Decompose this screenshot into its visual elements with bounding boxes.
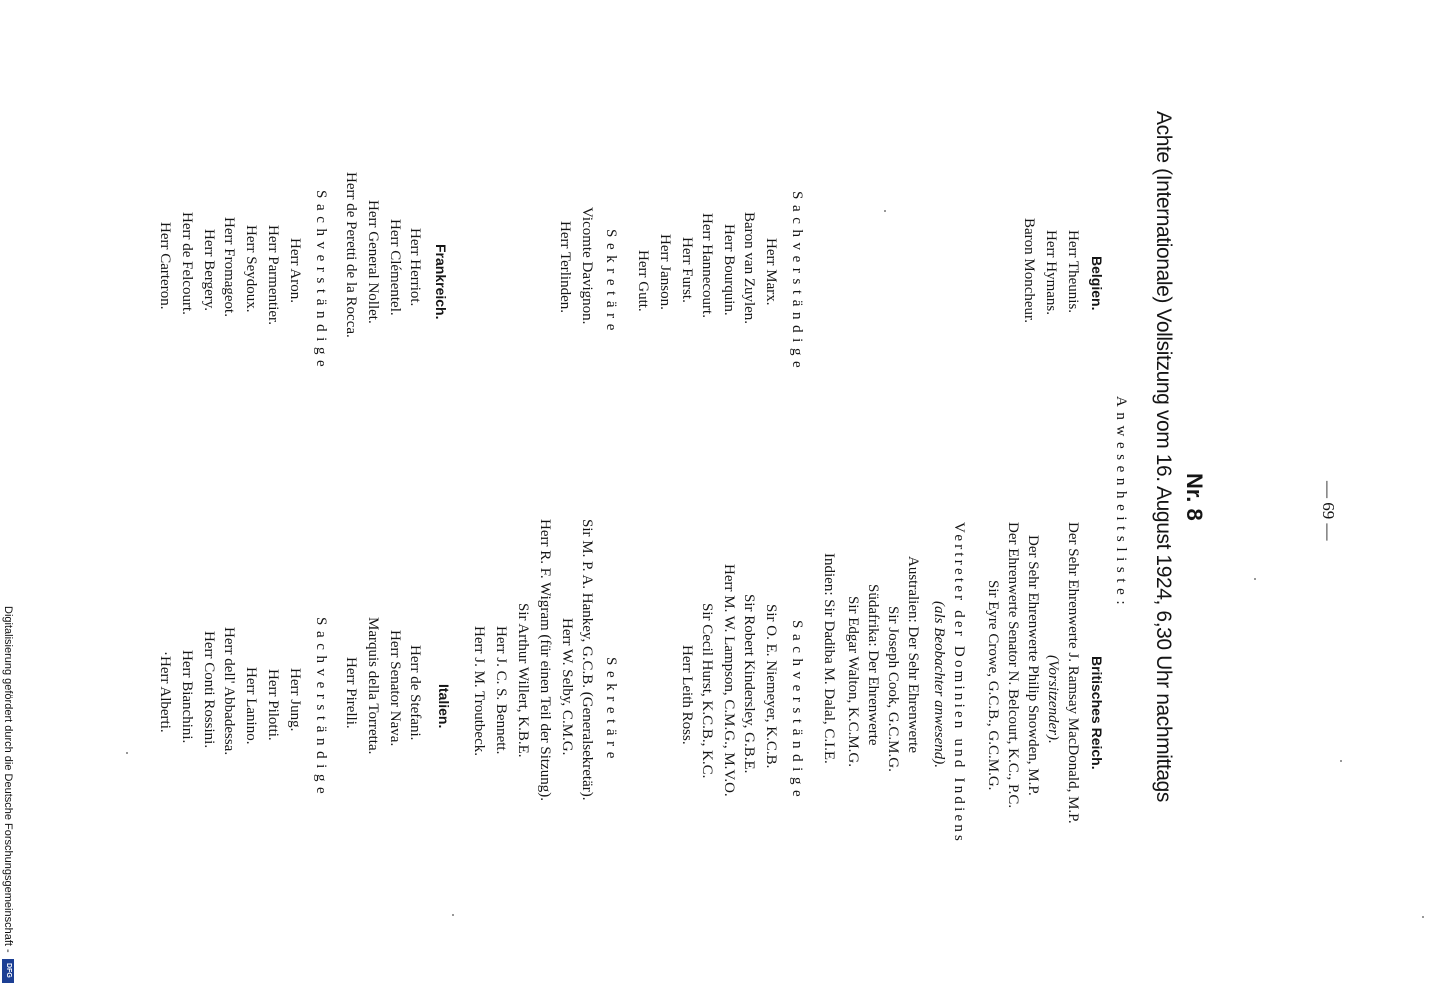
belgium-title: Belgien. xyxy=(1089,256,1105,311)
britain-member: Der Sehr Ehrenwerte J. Ramsay MacDonald, M.P. xyxy=(1065,522,1081,824)
belgium-expert: Herr Gutt. xyxy=(635,250,651,312)
italy-expert: Herr Jung. xyxy=(287,668,303,732)
italy-title: Italien. xyxy=(436,684,452,729)
dominions-title: Vertreter der Dominien und Indiens xyxy=(951,522,967,845)
france-expert: Herr de Felcourt. xyxy=(179,212,195,315)
britain-member: Der Sehr Ehrenwerte Philip Snowden, M.P. xyxy=(1025,535,1041,796)
belgium-secretary: Vicomte Davignon. xyxy=(579,207,595,325)
italy-member: Marquis della Torretta. xyxy=(365,617,381,755)
belgium-expert: Herr Hannecourt. xyxy=(699,213,715,318)
britain-secretary: Herr R. F. Wigram (für einen Teil der Sitzung). xyxy=(537,519,553,801)
dominion-entry: Sir Joseph Cook, G.C.M.G. xyxy=(885,606,901,772)
france-expert: Herr Aron. xyxy=(287,238,303,303)
scan-speck xyxy=(1422,916,1424,918)
britain-secretary: Herr J. M. Troutbeck. xyxy=(471,626,487,756)
britain-secretary: Herr W. Selby, C.M.G. xyxy=(559,618,575,756)
scan-speck xyxy=(1254,578,1256,580)
italy-member: Herr Pirelli. xyxy=(343,657,359,729)
italy-member: Herr de Stefani. xyxy=(407,645,423,741)
dfg-logo: DFG xyxy=(2,959,14,983)
dominion-entry: Sir Edgar Walton, K.C.M.G. xyxy=(845,596,861,768)
britain-expert: Herr Leith Ross. xyxy=(679,645,695,745)
france-expert: Herr Bergery. xyxy=(201,229,217,312)
france-member: Herr Herriot. xyxy=(407,228,423,307)
scan-speck xyxy=(1340,760,1342,762)
britain-secretary: Sir M. P. A. Hankey, G.C.B. (Generalsekretär). xyxy=(579,519,595,801)
britain-secretaries-title: Sekretäre xyxy=(603,657,619,765)
scan-speck xyxy=(884,210,886,212)
britain-title: Britisches Reich. xyxy=(1089,656,1105,770)
dominion-entry: Indien: Sir Dadiba M. Dalal, C.I.E. xyxy=(821,553,837,764)
italy-expert: Herr Bianchini. xyxy=(179,650,195,744)
belgium-expert: Herr Janson. xyxy=(657,234,673,310)
belgium-member: Herr Theunis. xyxy=(1065,230,1081,314)
scan-speck xyxy=(452,914,454,916)
italy-expert: Herr Lanino. xyxy=(243,667,259,745)
belgium-expert: Herr Marx. xyxy=(763,238,779,306)
italy-expert: Herr dell' Abbadessa. xyxy=(221,627,237,756)
belgium-secretary: Herr Terlinden. xyxy=(557,221,573,313)
france-expert: Herr Carteron. xyxy=(157,222,173,310)
france-experts-title: Sachverständige xyxy=(313,190,329,373)
france-expert: Herr Seydoux. xyxy=(243,225,259,313)
funding-footer xyxy=(0,606,16,983)
britain-secretary: Sir Arthur Willert, K.B.E. xyxy=(515,603,531,758)
belgium-secretaries-title: Sekretäre xyxy=(603,229,619,337)
france-expert: Herr Fromageot. xyxy=(221,217,237,317)
belgium-expert: Herr Furst. xyxy=(679,237,695,303)
france-member: Herr Clémentel. xyxy=(387,219,403,316)
italy-expert: ·Herr Alberti. xyxy=(157,651,173,733)
italy-member: Herr Senator Nava. xyxy=(387,630,403,747)
document-title: Achte (Internationale) Vollsitzung vom 16. August 1924, 6,30 Uhr nachmittags xyxy=(1152,111,1175,803)
britain-expert: Sir Robert Kindersley, G.B.E. xyxy=(741,594,757,774)
britain-expert: Herr M. W. Lampson, C.M.G., M.V.O. xyxy=(721,564,737,797)
dominion-entry: Südafrika: Der Ehrenwerte xyxy=(865,584,881,746)
scan-speck xyxy=(126,752,128,754)
france-member: Herr de Peretti de la Rocca. xyxy=(343,172,359,338)
funding-text: Digitalisierung gefördert durch die Deutsche Forschungsgemeinschaft - xyxy=(2,606,14,953)
dominion-entry: Australien: Der Sehr Ehrenwerte xyxy=(905,556,921,754)
france-title: Frankreich. xyxy=(433,244,449,320)
belgium-expert: Herr Bourquin. xyxy=(721,224,737,316)
dominions-note: (als Beobachter anwesend). xyxy=(931,601,947,769)
italy-expert: Herr Pilotti. xyxy=(265,669,281,741)
britain-experts-title: Sachverständige xyxy=(789,620,805,803)
chair-note: (Vorsitzender). xyxy=(1045,655,1061,744)
belgium-member: Herr Hymans. xyxy=(1043,230,1059,315)
belgium-member: Baron Moncheur. xyxy=(1021,218,1037,323)
italy-expert: Herr Conti Rossini. xyxy=(201,631,217,749)
britain-expert: Sir Cecil Hurst, K.C.B., K.C. xyxy=(699,603,715,779)
britain-expert: Sir O. E. Niemeyer, K.C.B. xyxy=(763,604,779,769)
page-number: — 69 — xyxy=(1319,481,1338,541)
italy-experts-title: Sachverständige xyxy=(313,617,329,800)
britain-secretary: Herr J. C. S. Bennett. xyxy=(493,626,509,755)
france-member: Herr General Nollet. xyxy=(365,200,381,324)
belgium-expert: Baron van Zuylen. xyxy=(741,212,757,325)
britain-member: Sir Eyre Crowe, G.C.B., G.C.M.G. xyxy=(985,580,1001,791)
document-number: Nr. 8 xyxy=(1182,473,1207,521)
belgium-experts-title: Sachverständige xyxy=(789,191,805,374)
attendance-label: Anwesenheitsliste: xyxy=(1113,396,1129,611)
britain-member: Der Ehrenwerte Senator N. Belcourt, K.C., P.C. xyxy=(1005,522,1021,809)
france-expert: Herr Parmentier. xyxy=(265,225,281,325)
